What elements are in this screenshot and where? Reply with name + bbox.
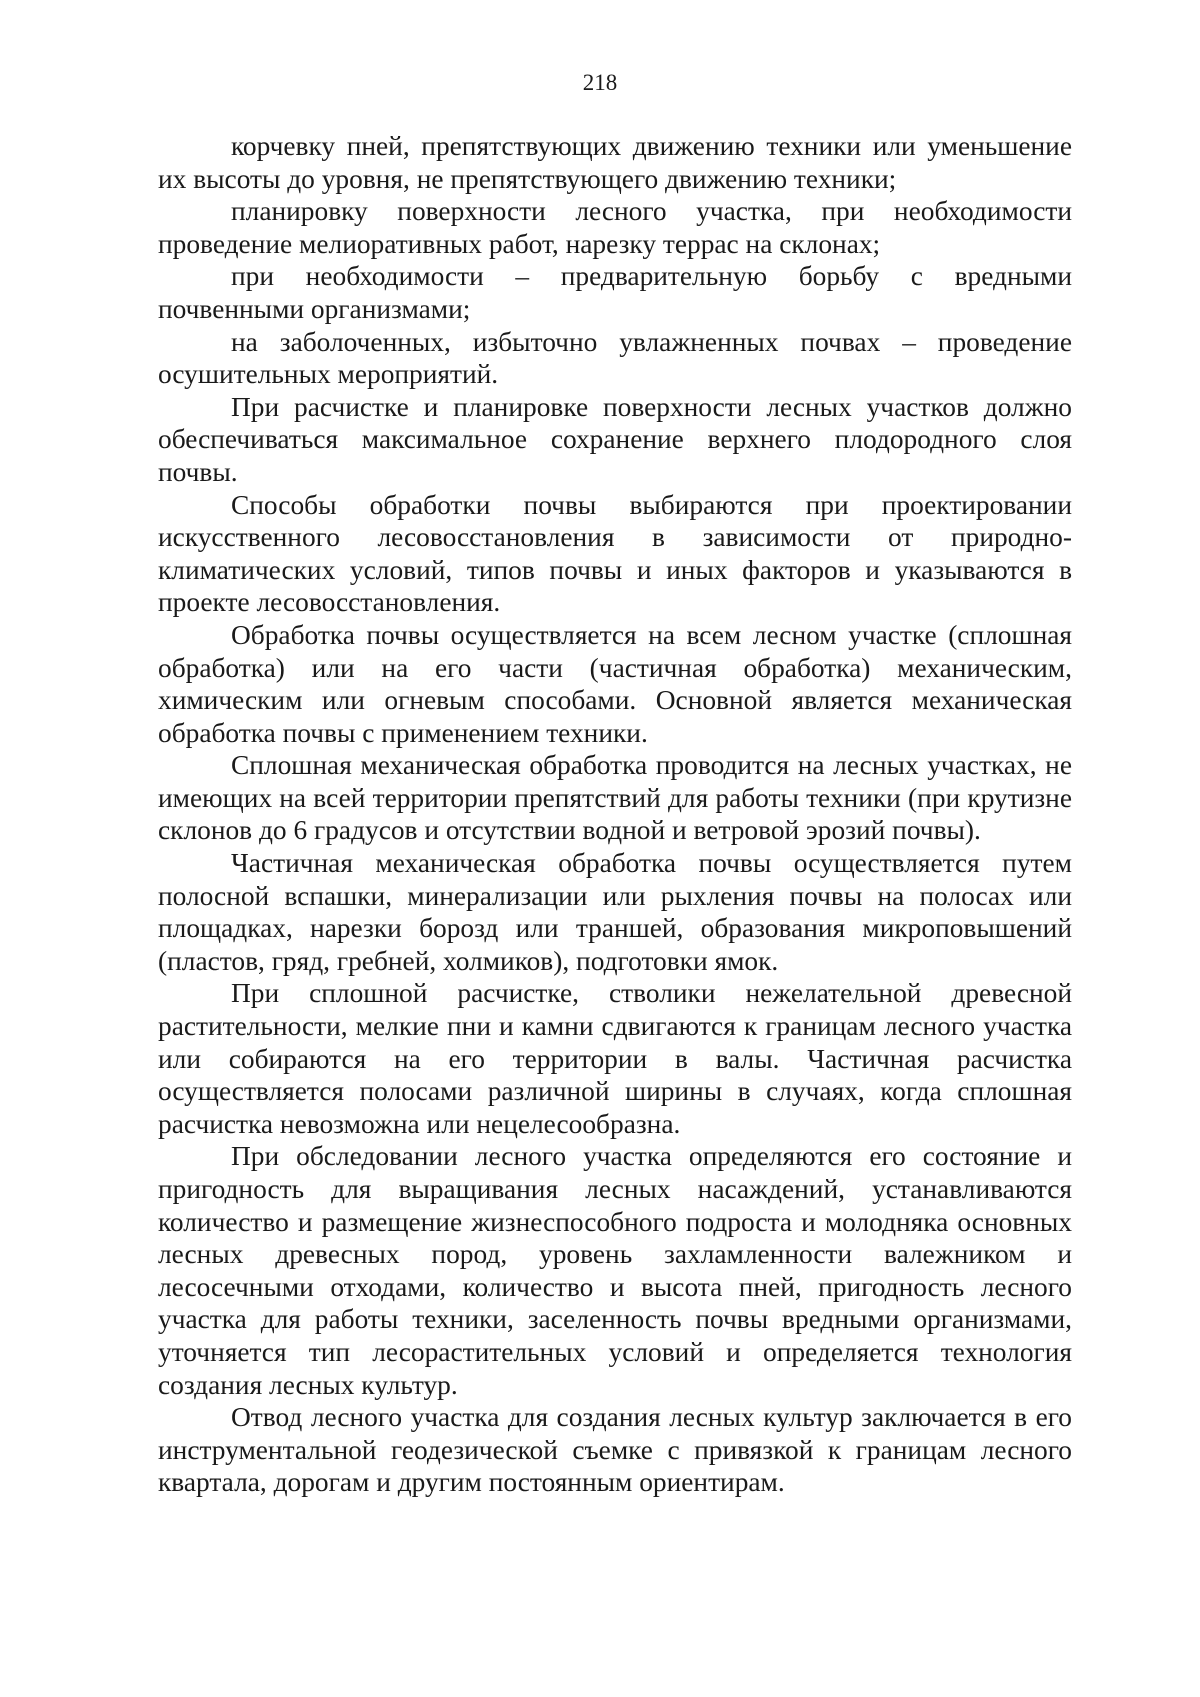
paragraph: Частичная механическая обработка почвы осуществляется путем полосной вспашки, минерализации или рыхления почвы на полосах или площадках, нарезки борозд или траншей, образования микроповышений (пластов, гряд, гребней, холмиков), подготовки ямок. xyxy=(158,848,1072,976)
paragraph: корчевку пней, препятствующих движению техники или уменьшение их высоты до уровня, не препятствующего движению техники; xyxy=(158,131,1072,194)
paragraph: при необходимости – предварительную борьбу с вредными почвенными организмами; xyxy=(158,261,1072,324)
paragraph: на заболоченных, избыточно увлажненных почвах – проведение осушительных мероприятий. xyxy=(158,326,1072,390)
paragraph: Сплошная механическая обработка проводится на лесных участках, не имеющих на всей территории препятствий для работы техники (при крутизне склонов до 6 градусов и отсутствии водной и ветровой эрозий почвы). xyxy=(158,750,1072,846)
page-number: 218 xyxy=(582,70,618,95)
paragraph: Способы обработки почвы выбираются при проектировании искусственного лесовосстановления в зависимости от природно-климатических условий, типов почвы и иных факторов и указываются в проекте лесовосстановления. xyxy=(158,489,1072,618)
paragraph: При сплошной расчистке, стволики нежелательной древесной растительности, мелкие пни и камни сдвигаются к границам лесного участка или собираются на его территории в валы. Частичная расчистка осуществляется полосами различной ширины в случаях, когда сплошная расчистка невозможна или нецелесообразна. xyxy=(158,978,1072,1139)
document-body xyxy=(158,130,1072,1499)
paragraph: Отвод лесного участка для создания лесных культур заключается в его инструментальной геодезической съемке с привязкой к границам лесного квартала, дорогам и другим постоянным ориентирам. xyxy=(158,1402,1072,1498)
paragraph: При расчистке и планировке поверхности лесных участков должно обеспечиваться максимальное сохранение верхнего плодородного слоя почвы. xyxy=(158,391,1072,487)
paragraph: планировку поверхности лесного участка, при необходимости проведение мелиоративных работ, нарезку террас на склонах; xyxy=(158,196,1072,259)
paragraph: Обработка почвы осуществляется на всем лесном участке (сплошная обработка) или на его части (частичная обработка) механическим, химическим или огневым способами. Основной является механическая обработка почвы с применением техники. xyxy=(158,619,1072,748)
paragraph: При обследовании лесного участка определяются его состояние и пригодность для выращивания лесных насаждений, устанавливаются количество и размещение жизнеспособного подроста и молодняка основных лесных древесных пород, уровень захламленности валежником и лесосечными отходами, количество и высота пней, пригодность лесного участка для работы техники, заселенность почвы вредными организмами, уточняется тип лесорастительных условий и определяется технология создания лесных культур. xyxy=(158,1141,1072,1400)
